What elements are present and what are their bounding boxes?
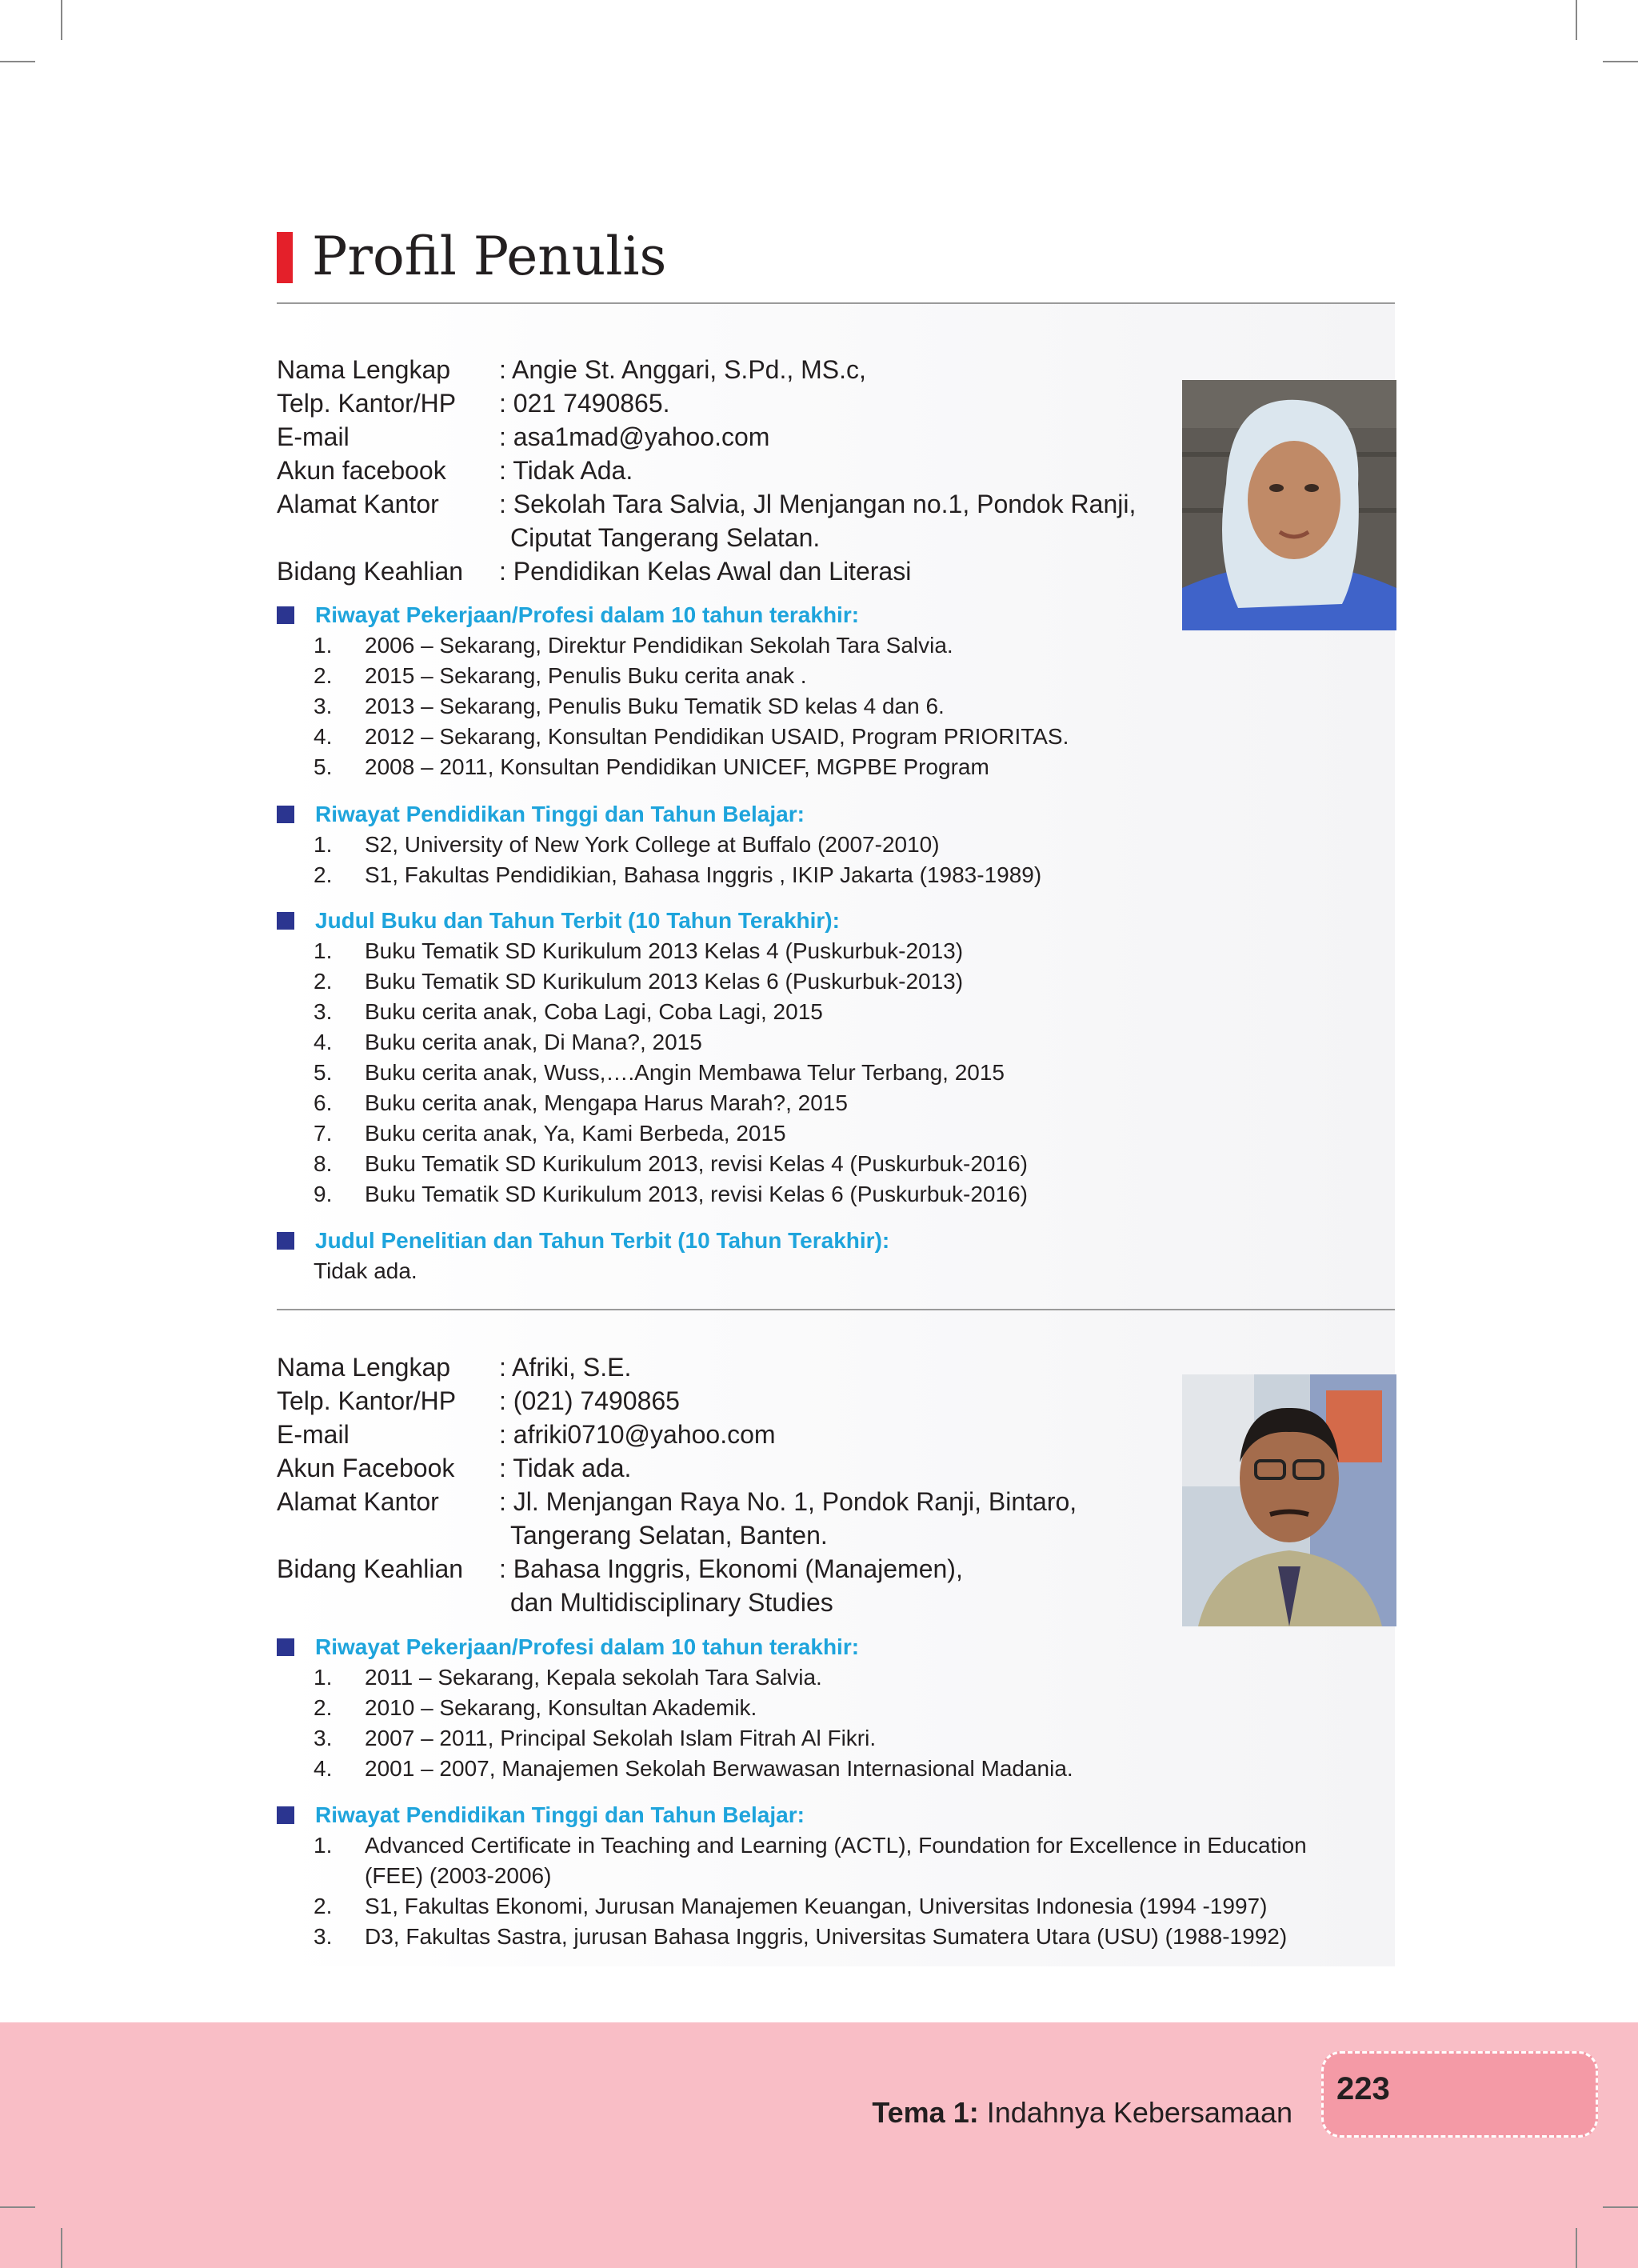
theme-title: Indahnya Kebersamaan — [978, 2096, 1292, 2129]
info-row — [277, 487, 1155, 554]
theme-label — [872, 2096, 1292, 2130]
list-number: 4. — [314, 1030, 333, 1054]
list-number: 1. — [314, 1665, 333, 1690]
list-text: 2008 – 2011, Konsultan Pendidikan UNICEF, MGPBE Program — [365, 754, 989, 779]
list-item — [277, 997, 1348, 1027]
author-2-work-history — [277, 1632, 1348, 1784]
list-number: 1. — [314, 938, 333, 963]
section-heading — [277, 600, 1348, 630]
info-value-line: : Bahasa Inggris, Ekonomi (Manajemen), — [499, 1554, 963, 1583]
info-label: Alamat Kantor — [277, 1487, 439, 1516]
section-heading-text: Judul Penelitian dan Tahun Terbit (10 Tahun Terakhir): — [315, 1228, 890, 1253]
author-1-books — [277, 906, 1348, 1210]
list-item — [277, 1891, 1348, 1922]
info-label: Bidang Keahlian — [277, 1554, 464, 1583]
list-number: 3. — [314, 694, 333, 718]
title-accent-bar — [277, 232, 293, 283]
crop-mark — [1603, 2206, 1638, 2208]
info-value-continued: Tangerang Selatan, Banten. — [510, 1521, 828, 1550]
crop-mark — [1576, 0, 1577, 40]
bullet-square-icon — [277, 1232, 294, 1250]
list-item — [277, 1058, 1348, 1088]
list-number: 5. — [314, 1060, 333, 1085]
info-value-line: : Jl. Menjangan Raya No. 1, Pondok Ranji, Bintaro, — [499, 1487, 1077, 1516]
section-list — [277, 830, 1348, 890]
section-heading-text: Riwayat Pendidikan Tinggi dan Tahun Belajar: — [315, 1802, 805, 1827]
list-number: 5. — [314, 754, 333, 779]
crop-mark — [1576, 2228, 1577, 2268]
list-number: 1. — [314, 1833, 333, 1858]
theme-number: Tema 1: — [872, 2096, 979, 2129]
info-value: : Tidak Ada. — [499, 456, 633, 485]
list-text: D3, Fakultas Sastra, jurusan Bahasa Inggris, Universitas Sumatera Utara (USU) (1988-1992) — [365, 1924, 1288, 1949]
list-text: Buku Tematik SD Kurikulum 2013, revisi Kelas 4 (Puskurbuk-2016) — [365, 1151, 1028, 1176]
list-text: S2, University of New York College at Buffalo (2007-2010) — [365, 832, 940, 857]
info-row — [277, 386, 1155, 420]
info-value: : (021) 7490865 — [499, 1386, 680, 1415]
list-number: 2. — [314, 1695, 333, 1720]
info-value-line: : Sekolah Tara Salvia, Jl Menjangan no.1, Pondok Ranji, — [499, 490, 1137, 518]
page-title: Profil Penulis — [312, 226, 667, 287]
info-value — [499, 1485, 1155, 1552]
info-row — [277, 1418, 1155, 1451]
list-number: 7. — [314, 1121, 333, 1146]
list-number: 4. — [314, 724, 333, 749]
info-row — [277, 1384, 1155, 1418]
section-heading — [277, 1800, 1348, 1830]
list-text: Buku Tematik SD Kurikulum 2013 Kelas 6 (Puskurbuk-2013) — [365, 969, 964, 994]
list-text: 2015 – Sekarang, Penulis Buku cerita anak . — [365, 663, 807, 688]
list-item — [277, 1118, 1348, 1149]
list-number: 2. — [314, 969, 333, 994]
page-number: 223 — [1336, 2071, 1390, 2106]
list-item — [277, 936, 1348, 966]
list-text: Buku Tematik SD Kurikulum 2013 Kelas 4 (Puskurbuk-2013) — [365, 938, 964, 963]
crop-mark — [0, 61, 35, 62]
list-number: 6. — [314, 1090, 333, 1115]
info-label: Alamat Kantor — [277, 490, 439, 518]
section-heading — [277, 799, 1348, 830]
list-number: 2. — [314, 1894, 333, 1918]
section-list — [277, 630, 1348, 782]
info-label: E-mail — [277, 422, 350, 451]
list-number: 3. — [314, 1924, 333, 1949]
list-item — [277, 1179, 1348, 1210]
list-text: 2001 – 2007, Manajemen Sekolah Berwawasan Internasional Madania. — [365, 1756, 1073, 1781]
list-text: 2013 – Sekarang, Penulis Buku Tematik SD kelas 4 dan 6. — [365, 694, 945, 718]
list-item — [277, 1723, 1348, 1754]
list-text: Buku cerita anak, Di Mana?, 2015 — [365, 1030, 702, 1054]
info-value: : afriki0710@yahoo.com — [499, 1420, 776, 1449]
list-text: 2006 – Sekarang, Direktur Pendidikan Sekolah Tara Salvia. — [365, 633, 953, 658]
info-value: : asa1mad@yahoo.com — [499, 422, 770, 451]
list-number: 1. — [314, 832, 333, 857]
list-text: Buku Tematik SD Kurikulum 2013, revisi Kelas 6 (Puskurbuk-2016) — [365, 1182, 1028, 1206]
crop-mark — [0, 2206, 35, 2208]
list-item — [277, 1149, 1348, 1179]
bullet-square-icon — [277, 806, 294, 823]
section-heading-text: Riwayat Pendidikan Tinggi dan Tahun Belajar: — [315, 802, 805, 826]
info-row — [277, 1485, 1155, 1552]
info-row — [277, 1350, 1155, 1384]
section-list — [277, 1830, 1348, 1952]
info-label: E-mail — [277, 1420, 350, 1449]
section-list — [277, 936, 1348, 1210]
list-text: Buku cerita anak, Ya, Kami Berbeda, 2015 — [365, 1121, 786, 1146]
list-number: 9. — [314, 1182, 333, 1206]
section-heading-text: Judul Buku dan Tahun Terbit (10 Tahun Terakhir): — [315, 908, 840, 933]
list-item — [277, 860, 1348, 890]
list-text: 2007 – 2011, Principal Sekolah Islam Fitrah Al Fikri. — [365, 1726, 877, 1750]
info-value: : Pendidikan Kelas Awal dan Literasi — [499, 557, 912, 586]
section-heading-text: Riwayat Pekerjaan/Profesi dalam 10 tahun terakhir: — [315, 602, 860, 627]
info-row — [277, 454, 1155, 487]
list-number: 3. — [314, 999, 333, 1024]
author-1-info — [277, 353, 1155, 588]
author-1-research — [277, 1226, 889, 1286]
author-1-education — [277, 799, 1348, 890]
list-item — [277, 661, 1348, 691]
info-row — [277, 420, 1155, 454]
info-label: Telp. Kantor/HP — [277, 389, 457, 418]
list-number: 1. — [314, 633, 333, 658]
list-text: S1, Fakultas Ekonomi, Jurusan Manajemen Keuangan, Universitas Indonesia (1994 -1997) — [365, 1894, 1268, 1918]
section-heading — [277, 1632, 1348, 1662]
section-text: Tidak ada. — [314, 1258, 417, 1283]
info-value: : 021 7490865. — [499, 389, 670, 418]
list-number: 4. — [314, 1756, 333, 1781]
list-text: Buku cerita anak, Mengapa Harus Marah?, 2015 — [365, 1090, 848, 1115]
list-item — [277, 722, 1348, 752]
info-label: Nama Lengkap — [277, 1353, 451, 1382]
info-row — [277, 1552, 1155, 1619]
bullet-square-icon — [277, 912, 294, 930]
info-row — [277, 353, 1155, 386]
section-heading — [277, 1226, 889, 1256]
list-text: Buku cerita anak, Wuss,….Angin Membawa Telur Terbang, 2015 — [365, 1060, 1005, 1085]
info-value: : Angie St. Anggari, S.Pd., MS.c, — [499, 355, 866, 384]
list-item — [277, 1922, 1348, 1952]
info-value-continued: dan Multidisciplinary Studies — [510, 1588, 833, 1617]
author-1-work-history — [277, 600, 1348, 782]
crop-mark — [61, 2228, 62, 2268]
list-item — [277, 630, 1348, 661]
page-footer — [0, 2022, 1638, 2268]
list-item — [277, 752, 1348, 782]
crop-mark — [61, 0, 62, 40]
info-value: : Tidak ada. — [499, 1454, 632, 1482]
list-item — [277, 691, 1348, 722]
list-item — [277, 1693, 1348, 1723]
info-label: Bidang Keahlian — [277, 557, 464, 586]
bullet-square-icon — [277, 1638, 294, 1656]
author-1-photo — [1182, 380, 1396, 630]
list-item — [277, 1662, 1348, 1693]
list-item — [277, 1088, 1348, 1118]
info-row — [277, 554, 1155, 588]
info-value — [499, 1552, 1155, 1619]
author-2-info — [277, 1350, 1155, 1619]
list-text: S1, Fakultas Pendidikian, Bahasa Inggris , IKIP Jakarta (1983-1989) — [365, 862, 1042, 887]
list-text: 2012 – Sekarang, Konsultan Pendidikan USAID, Program PRIORITAS. — [365, 724, 1069, 749]
info-label: Akun facebook — [277, 456, 446, 485]
list-item — [277, 830, 1348, 860]
list-item — [277, 1027, 1348, 1058]
list-text: 2011 – Sekarang, Kepala sekolah Tara Salvia. — [365, 1665, 822, 1690]
info-row — [277, 1451, 1155, 1485]
list-number: 3. — [314, 1726, 333, 1750]
crop-mark — [1603, 61, 1638, 62]
page-number-box — [1321, 2051, 1598, 2138]
list-text: 2010 – Sekarang, Konsultan Akademik. — [365, 1695, 757, 1720]
info-label: Telp. Kantor/HP — [277, 1386, 457, 1415]
info-label: Akun Facebook — [277, 1454, 455, 1482]
list-item — [277, 966, 1348, 997]
list-text: Advanced Certificate in Teaching and Learning (ACTL), Foundation for Excellence in Education (FEE) (2003-2006) — [365, 1833, 1307, 1888]
list-number: 2. — [314, 862, 333, 887]
info-value-continued: Ciputat Tangerang Selatan. — [510, 523, 821, 552]
section-list — [277, 1662, 1348, 1784]
bullet-square-icon — [277, 606, 294, 624]
list-number: 2. — [314, 663, 333, 688]
section-heading — [277, 906, 1348, 936]
section-heading-text: Riwayat Pekerjaan/Profesi dalam 10 tahun terakhir: — [315, 1634, 860, 1659]
list-number: 8. — [314, 1151, 333, 1176]
list-item — [277, 1830, 1348, 1891]
bullet-square-icon — [277, 1806, 294, 1824]
info-value — [499, 487, 1155, 554]
info-label: Nama Lengkap — [277, 355, 451, 384]
info-value: : Afriki, S.E. — [499, 1353, 632, 1382]
author-2-photo — [1182, 1374, 1396, 1626]
author-2-education — [277, 1800, 1348, 1952]
list-item — [277, 1754, 1348, 1784]
list-text: Buku cerita anak, Coba Lagi, Coba Lagi, 2015 — [365, 999, 823, 1024]
